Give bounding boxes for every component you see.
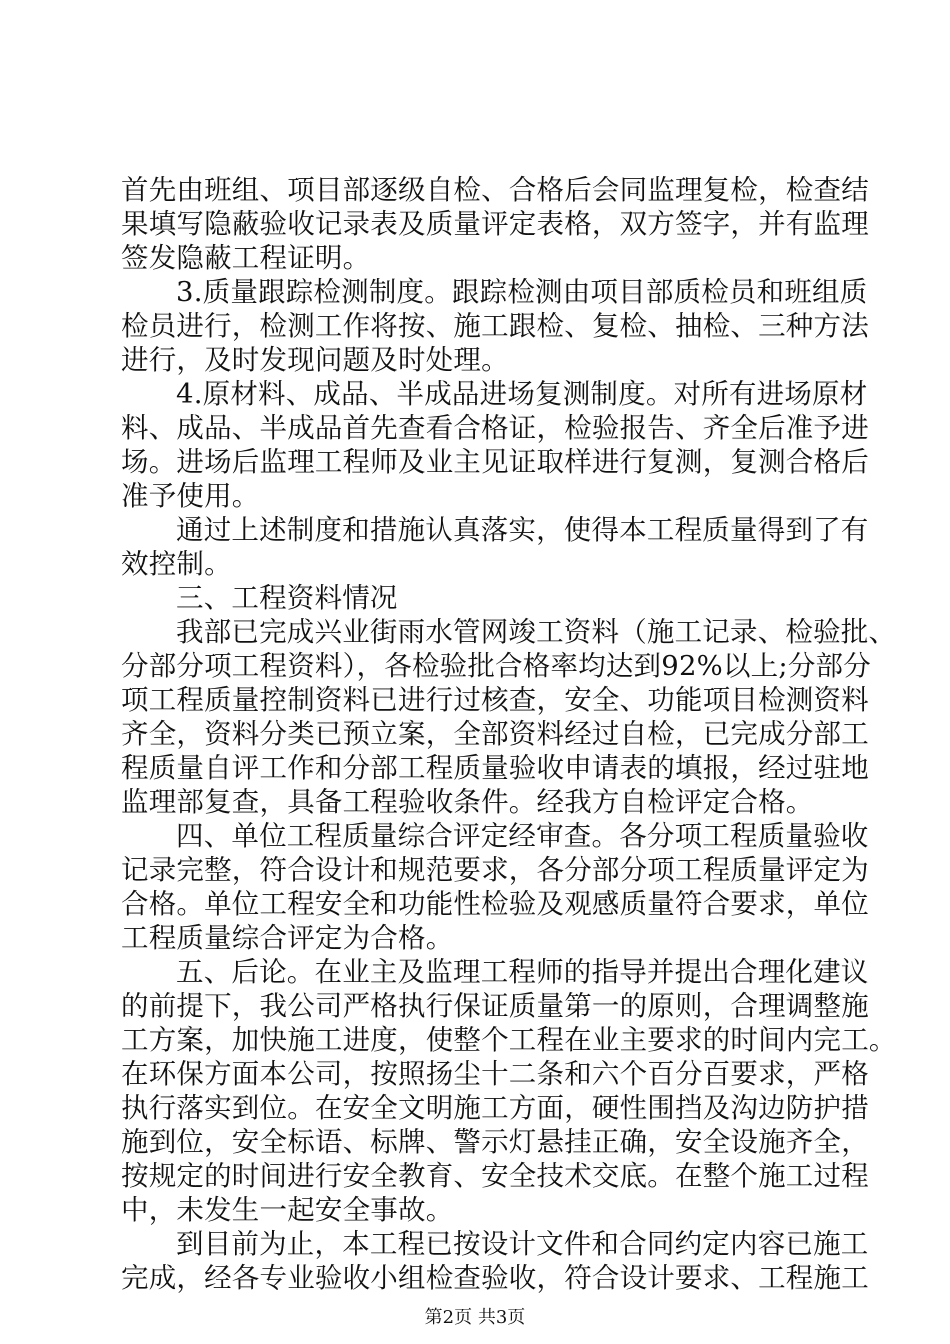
text-line: 分部分项工程资料），各检验批合格率均达到92%以上;分部分 bbox=[121, 650, 871, 682]
text-line: 准予使用。 bbox=[121, 480, 260, 512]
text-line: 3.质量跟踪检测制度。跟踪检测由项目部质检员和班组质 bbox=[176, 276, 868, 308]
text-line: 检员进行，检测工作将按、施工跟检、复检、抽检、三种方法 bbox=[121, 310, 869, 342]
text-line: 到目前为止，本工程已按设计文件和合同约定内容已施工 bbox=[176, 1228, 869, 1260]
text-line: 程质量自评工作和分部工程质量验收申请表的填报，经过驻地 bbox=[121, 752, 869, 784]
text-line: 签发隐蔽工程证明。 bbox=[121, 242, 371, 274]
text-line: 中，未发生一起安全事故。 bbox=[121, 1194, 454, 1226]
text-line: 首先由班组、项目部逐级自检、合格后会同监理复检，检查结 bbox=[121, 174, 869, 206]
text-line: 在环保方面本公司，按照扬尘十二条和六个百分百要求，严格 bbox=[121, 1058, 869, 1090]
text-line: 我部已完成兴业街雨水管网竣工资料（施工记录、检验批、 bbox=[176, 616, 897, 648]
text-line: 记录完整，符合设计和规范要求，各分部分项工程质量评定为 bbox=[121, 854, 869, 886]
text-line: 果填写隐蔽验收记录表及质量评定表格，双方签字，并有监理 bbox=[121, 208, 869, 240]
text-line: 进行，及时发现问题及时处理。 bbox=[121, 344, 509, 376]
text-line: 完成，经各专业验收小组检查验收，符合设计要求、工程施工 bbox=[121, 1262, 869, 1294]
text-line: 监理部复查，具备工程验收条件。经我方自检评定合格。 bbox=[121, 786, 814, 818]
text-line: 合格。单位工程安全和功能性检验及观感质量符合要求，单位 bbox=[121, 888, 869, 920]
text-line: 的前提下，我公司严格执行保证质量第一的原则，合理调整施 bbox=[121, 990, 869, 1022]
text-line: 五、后论。在业主及监理工程师的指导并提出合理化建议 bbox=[176, 956, 869, 988]
text-line: 效控制。 bbox=[121, 548, 232, 580]
text-line: 4.原材料、成品、半成品进场复测制度。对所有进场原材 bbox=[176, 378, 868, 410]
page-number-footer: 第2页 共3页 bbox=[424, 1307, 526, 1328]
text-line: 工方案，加快施工进度，使整个工程在业主要求的时间内完工。 bbox=[121, 1024, 897, 1056]
text-line: 场。进场后监理工程师及业主见证取样进行复测，复测合格后 bbox=[121, 446, 869, 478]
text-line: 四、单位工程质量综合评定经审查。各分项工程质量验收 bbox=[176, 820, 869, 852]
section-heading: 三、工程资料情况 bbox=[176, 582, 398, 614]
text-line: 执行落实到位。在安全文明施工方面，硬性围挡及沟边防护措 bbox=[121, 1092, 869, 1124]
text-line: 工程质量综合评定为合格。 bbox=[121, 922, 454, 954]
text-line: 按规定的时间进行安全教育、安全技术交底。在整个施工过程 bbox=[121, 1160, 869, 1192]
text-line: 项工程质量控制资料已进行过核查，安全、功能项目检测资料 bbox=[121, 684, 869, 716]
text-line: 料、成品、半成品首先查看合格证，检验报告、齐全后准予进 bbox=[121, 412, 869, 444]
text-line: 施到位，安全标语、标牌、警示灯悬挂正确，安全设施齐全， bbox=[121, 1126, 869, 1158]
text-line: 齐全，资料分类已预立案，全部资料经过自检，已完成分部工 bbox=[121, 718, 869, 750]
text-line: 通过上述制度和措施认真落实，使得本工程质量得到了有 bbox=[176, 514, 869, 546]
